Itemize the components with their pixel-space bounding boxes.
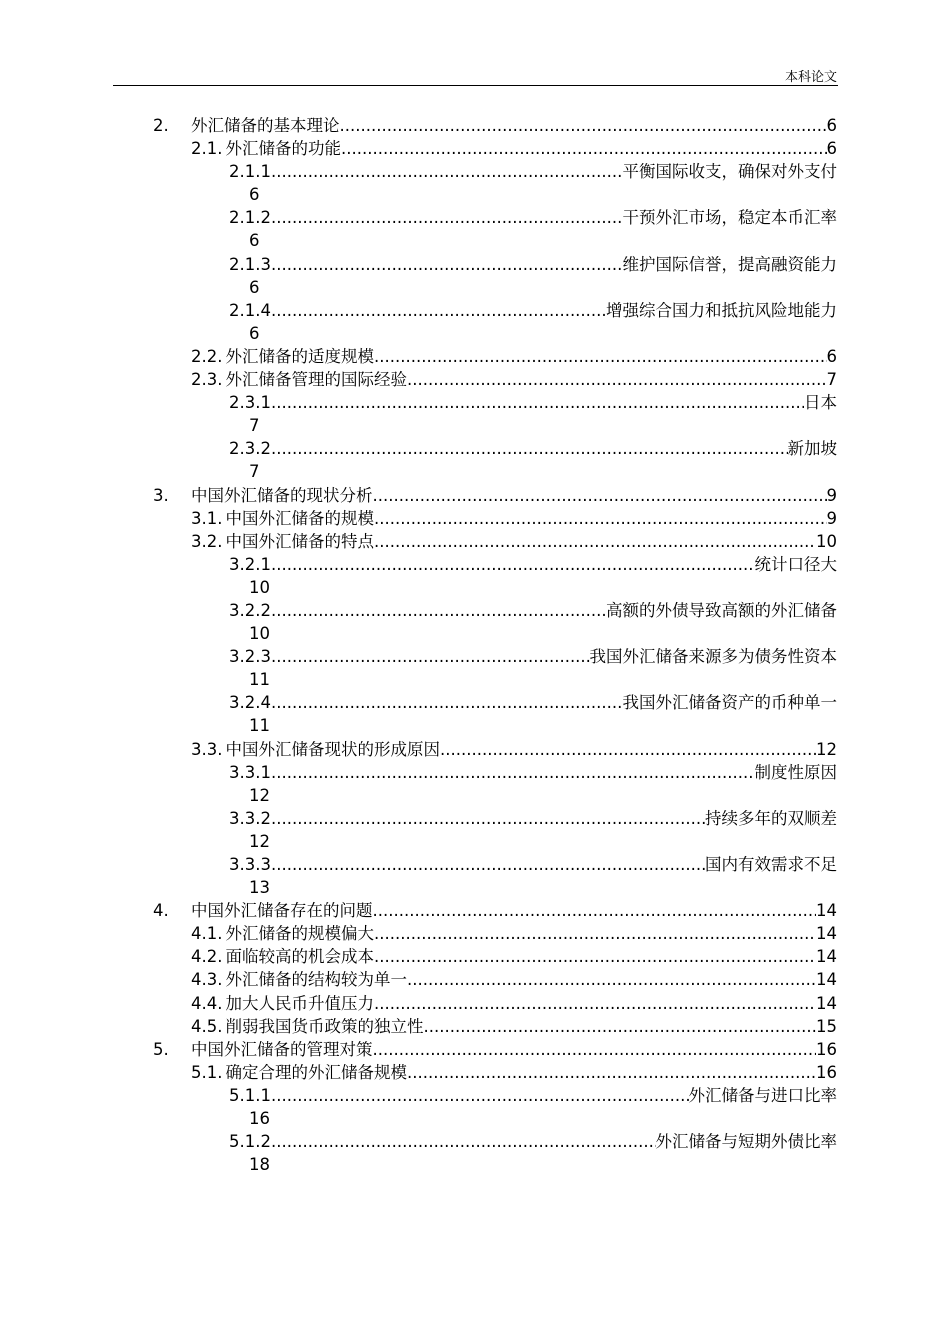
toc-entry-page: 16 (816, 1039, 837, 1059)
toc-leader-dots (374, 507, 827, 530)
toc-entry-page: 7 (249, 462, 260, 482)
toc-entry-number: 2.1.4 (229, 300, 271, 320)
toc-entry-line (191, 992, 837, 1015)
toc-entry-page: 11 (249, 716, 270, 736)
toc-entry-line (229, 761, 837, 784)
toc-entry-number: 2. (153, 116, 169, 135)
toc-entry-line (229, 853, 837, 876)
toc-entry[interactable] (113, 368, 837, 391)
toc-entry-line (229, 1130, 837, 1153)
toc-entry-line (191, 1015, 837, 1038)
toc-entry-line (229, 391, 837, 414)
toc-entry-number: 2.3.1 (229, 393, 271, 413)
table-of-contents (113, 114, 837, 1176)
toc-entry-number: 2.3. (191, 370, 223, 390)
toc-entry-title: 中国外汇储备存在的问题 (191, 901, 373, 921)
toc-entry-page: 6 (249, 185, 260, 205)
toc-leader-dots (271, 761, 755, 784)
toc-entry-line (191, 530, 837, 553)
toc-entry-page: 13 (249, 878, 270, 898)
toc-entry-number: 3.2.4 (229, 693, 271, 713)
toc-entry-line (191, 137, 837, 160)
toc-entry[interactable] (113, 391, 837, 437)
toc-entry[interactable] (113, 137, 837, 160)
toc-entry-title: 高额的外债导致高额的外汇储备 (606, 600, 837, 620)
toc-entry-line (229, 160, 837, 183)
toc-entry-title: 外汇储备管理的国际经验 (225, 370, 407, 390)
toc-entry[interactable] (113, 1038, 837, 1061)
toc-entry-number: 4.4. (191, 993, 223, 1013)
toc-entry-page: 12 (249, 785, 270, 805)
toc-entry-number: 2.3.2 (229, 439, 271, 459)
toc-entry-line (229, 1084, 837, 1107)
toc-entry-number: 3.1. (191, 508, 223, 528)
toc-entry-page: 12 (249, 831, 270, 851)
toc-entry-page: 10 (249, 577, 270, 597)
toc-leader-dots (271, 437, 788, 460)
toc-entry-title: 制度性原因 (754, 762, 837, 782)
toc-entry-title: 外汇储备的结构较为单一 (225, 970, 407, 990)
toc-entry-line (191, 738, 837, 761)
toc-leader-dots (373, 899, 817, 922)
toc-entry-number: 5. (153, 1039, 169, 1059)
toc-entry[interactable] (113, 599, 837, 645)
toc-entry-line (191, 507, 837, 530)
toc-entry[interactable] (113, 484, 837, 507)
toc-leader-dots (271, 1084, 689, 1107)
toc-entry-title: 新加坡 (787, 439, 837, 459)
toc-entry-title: 我国外汇储备资产的币种单一 (622, 693, 837, 713)
toc-entry-page: 7 (249, 416, 260, 436)
toc-entry-page: 6 (249, 231, 260, 251)
toc-entry-title: 干预外汇市场，稳定本币汇率 (622, 208, 837, 228)
toc-leader-dots (424, 1015, 817, 1038)
toc-entry-page: 9 (826, 508, 837, 528)
toc-entry-line (229, 206, 837, 229)
toc-entry-number: 2.1.2 (229, 208, 271, 228)
toc-leader-dots (271, 599, 606, 622)
page-header-title: 本科论文 (784, 70, 837, 85)
toc-entry-page: 12 (816, 739, 837, 759)
toc-entry-number: 2.2. (191, 346, 223, 366)
toc-entry-page: 6 (826, 116, 837, 135)
toc-entry[interactable] (113, 1061, 837, 1084)
toc-leader-dots (440, 738, 816, 761)
toc-entry[interactable] (113, 992, 837, 1015)
toc-entry[interactable] (113, 345, 837, 368)
toc-entry-title: 确定合理的外汇储备规模 (225, 1062, 407, 1082)
toc-entry[interactable] (113, 507, 837, 530)
toc-entry-title: 国内有效需求不足 (705, 855, 837, 874)
toc-entry-line (229, 437, 837, 460)
toc-entry[interactable] (113, 437, 837, 483)
toc-entry[interactable] (113, 299, 837, 345)
toc-leader-dots (271, 253, 623, 276)
toc-entry-number: 3.3.1 (229, 762, 271, 782)
toc-entry-line (113, 1038, 837, 1061)
toc-entry[interactable] (113, 807, 837, 853)
toc-entry-page: 10 (816, 531, 837, 551)
toc-entry-line (113, 484, 837, 507)
toc-leader-dots (271, 553, 755, 576)
toc-entry[interactable] (113, 1084, 837, 1130)
toc-entry-number: 3.2.1 (229, 554, 271, 574)
toc-entry-number: 3.3.3 (229, 855, 271, 874)
toc-leader-dots (271, 391, 804, 414)
toc-entry-line (191, 1061, 837, 1084)
toc-entry[interactable] (113, 206, 837, 252)
toc-entry[interactable] (113, 253, 837, 299)
toc-entry-line (113, 899, 837, 922)
toc-entry-title: 外汇储备与进口比率 (688, 1085, 837, 1105)
toc-leader-dots (271, 1130, 656, 1153)
toc-entry-line (191, 922, 837, 945)
toc-leader-dots (340, 114, 827, 137)
toc-entry-page: 14 (816, 901, 837, 921)
toc-entry-number: 3.2. (191, 531, 223, 551)
toc-leader-dots (271, 160, 623, 183)
toc-entry-line (191, 945, 837, 968)
toc-entry[interactable] (113, 945, 837, 968)
toc-entry-title: 中国外汇储备的现状分析 (191, 485, 373, 505)
toc-entry[interactable] (113, 160, 837, 206)
toc-entry-number: 3.2.3 (229, 647, 271, 667)
toc-entry-page: 10 (249, 624, 270, 644)
toc-leader-dots (271, 691, 623, 714)
toc-entry-number: 2.1.1 (229, 162, 271, 182)
toc-entry-number: 3.2.2 (229, 600, 271, 620)
toc-entry[interactable] (113, 899, 837, 922)
header-divider (113, 85, 838, 86)
toc-entry[interactable] (113, 645, 837, 691)
toc-entry-number: 3.3. (191, 739, 223, 759)
toc-entry-page: 18 (249, 1155, 270, 1175)
toc-entry[interactable] (113, 922, 837, 945)
toc-entry-title: 外汇储备的规模偏大 (225, 924, 374, 944)
toc-entry-line (229, 599, 837, 622)
toc-entry-page: 7 (826, 370, 837, 390)
toc-entry-line (229, 299, 837, 322)
toc-entry-line (191, 368, 837, 391)
toc-entry-page: 11 (249, 670, 270, 690)
toc-entry-number: 4.2. (191, 947, 223, 967)
toc-entry-line (229, 645, 837, 668)
toc-entry-title: 增强综合国力和抵抗风险地能力 (606, 300, 837, 320)
toc-entry-line (229, 691, 837, 714)
toc-entry-page: 14 (816, 970, 837, 990)
toc-entry-title: 面临较高的机会成本 (225, 947, 374, 967)
toc-entry-line (229, 253, 837, 276)
toc-entry[interactable] (113, 553, 837, 599)
toc-entry[interactable] (113, 530, 837, 553)
toc-entry-number: 4. (153, 901, 169, 921)
toc-leader-dots (374, 992, 816, 1015)
toc-leader-dots (271, 807, 705, 830)
toc-entry-title: 加大人民币升值压力 (225, 993, 374, 1013)
toc-leader-dots (373, 1038, 817, 1061)
toc-entry-page: 6 (826, 139, 837, 159)
toc-entry-page: 6 (826, 346, 837, 366)
toc-entry[interactable] (113, 738, 837, 761)
toc-entry-title: 中国外汇储备现状的形成原因 (225, 739, 440, 759)
toc-entry-number: 4.3. (191, 970, 223, 990)
toc-entry-number: 2.1. (191, 139, 223, 159)
toc-entry-number: 5.1.2 (229, 1132, 271, 1152)
toc-entry-page: 6 (249, 323, 260, 343)
toc-entry-title: 维护国际信誉，提高融资能力 (622, 254, 837, 274)
toc-entry-number: 4.1. (191, 924, 223, 944)
toc-entry-page: 16 (816, 1062, 837, 1082)
toc-entry-title: 外汇储备的适度规模 (225, 346, 374, 366)
toc-leader-dots (271, 299, 606, 322)
toc-entry-title: 中国外汇储备的特点 (225, 531, 374, 551)
toc-entry-title: 中国外汇储备的规模 (225, 508, 374, 528)
toc-entry-line (229, 553, 837, 576)
toc-entry-title: 外汇储备与短期外债比率 (655, 1132, 837, 1152)
toc-leader-dots (271, 206, 623, 229)
toc-entry-page: 14 (816, 947, 837, 967)
toc-entry-page: 14 (816, 924, 837, 944)
toc-leader-dots (374, 530, 816, 553)
toc-entry-line (191, 968, 837, 991)
toc-entry-title: 我国外汇储备来源多为债务性资本 (589, 647, 837, 667)
toc-entry-number: 4.5. (191, 1016, 223, 1036)
toc-entry-title: 削弱我国货币政策的独立性 (225, 1016, 424, 1036)
toc-leader-dots (374, 922, 816, 945)
toc-entry[interactable] (113, 691, 837, 737)
toc-entry-number: 3.3.2 (229, 808, 271, 828)
toc-leader-dots (407, 368, 827, 391)
toc-entry-page: 14 (816, 993, 837, 1013)
toc-leader-dots (341, 137, 827, 160)
toc-leader-dots (407, 1061, 816, 1084)
toc-entry-page: 9 (826, 485, 837, 505)
toc-entry-number: 5.1. (191, 1062, 223, 1082)
toc-entry-number: 5.1.1 (229, 1085, 271, 1105)
toc-entry-title: 外汇储备的功能 (225, 139, 341, 159)
toc-leader-dots (271, 853, 705, 876)
toc-entry-page: 16 (249, 1109, 270, 1129)
toc-leader-dots (271, 645, 590, 668)
toc-entry-title: 外汇储备的基本理论 (191, 116, 340, 135)
toc-entry-number: 3. (153, 485, 169, 505)
toc-entry-title: 平衡国际收支，确保对外支付 (622, 162, 837, 182)
toc-entry[interactable] (113, 761, 837, 807)
toc-entry-page: 6 (249, 277, 260, 297)
toc-leader-dots (374, 345, 827, 368)
toc-entry-title: 持续多年的双顺差 (705, 808, 837, 828)
toc-entry[interactable] (113, 114, 837, 137)
toc-entry-line (191, 345, 837, 368)
toc-entry-title: 中国外汇储备的管理对策 (191, 1039, 373, 1059)
toc-leader-dots (374, 945, 816, 968)
toc-entry[interactable] (113, 1015, 837, 1038)
toc-entry-line (229, 807, 837, 830)
toc-entry[interactable] (113, 968, 837, 991)
toc-entry[interactable] (113, 1130, 837, 1176)
toc-entry-title: 日本 (804, 393, 837, 413)
toc-entry-number: 2.1.3 (229, 254, 271, 274)
toc-leader-dots (373, 484, 827, 507)
toc-entry[interactable] (113, 853, 837, 899)
toc-leader-dots (407, 968, 816, 991)
toc-entry-title: 统计口径大 (754, 554, 837, 574)
toc-entry-line (113, 114, 837, 137)
toc-entry-page: 15 (816, 1016, 837, 1036)
